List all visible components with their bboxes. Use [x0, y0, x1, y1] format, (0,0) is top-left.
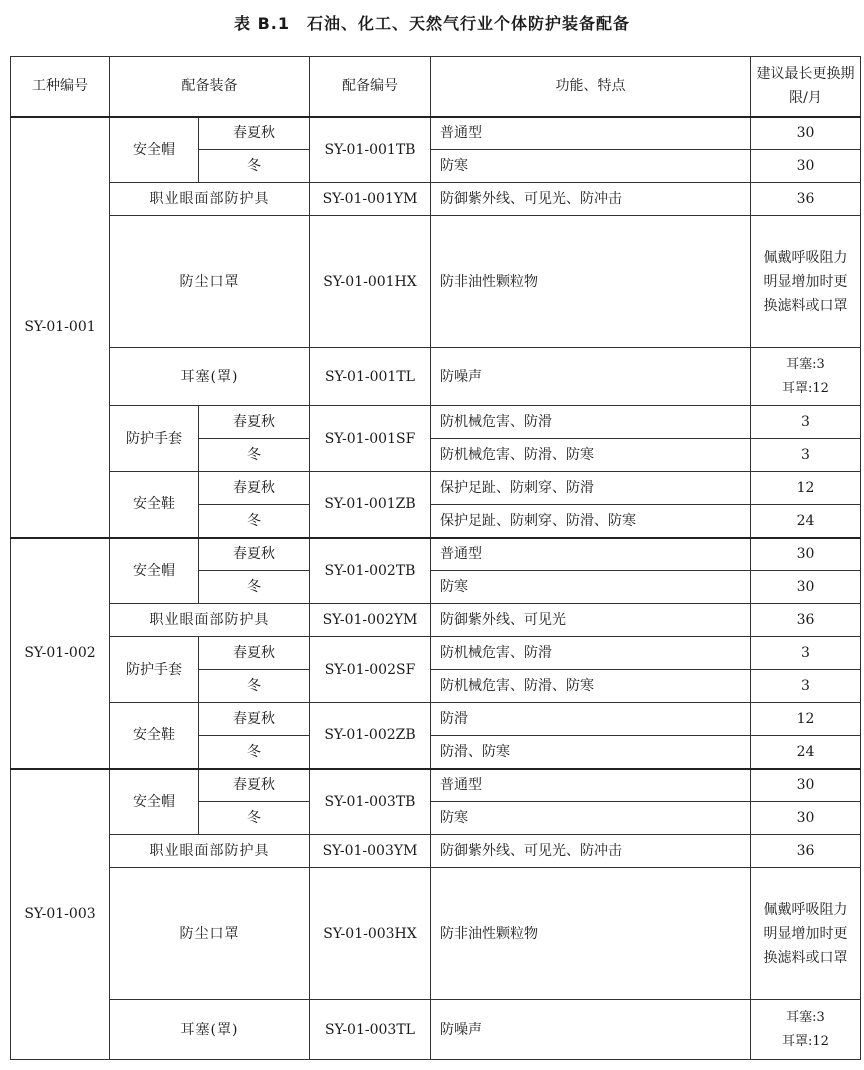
period-cell: 30	[751, 571, 861, 604]
period-line: 佩戴呼吸阻力	[763, 249, 848, 266]
period-line: 耳塞:3	[786, 1009, 825, 1025]
table-row	[11, 703, 861, 736]
equip-name: 安全帽	[110, 117, 199, 183]
period-cell: 3	[751, 439, 861, 472]
period-line: 换滤料或口罩	[763, 297, 848, 314]
work-code: SY-01-003	[11, 769, 110, 1060]
table-row	[11, 117, 861, 150]
equip-name: 防尘口罩	[110, 868, 310, 1000]
equip-name: 职业眼面部防护具	[110, 835, 310, 868]
table-row	[11, 835, 861, 868]
season: 春夏秋	[199, 538, 310, 571]
function-cell: 防机械危害、防滑、防寒	[431, 670, 751, 703]
table-row	[11, 216, 861, 348]
function-cell: 防非油性颗粒物	[431, 216, 751, 348]
function-cell: 防御紫外线、可见光	[431, 604, 751, 637]
period-line: 耳罩:12	[782, 1033, 829, 1049]
function-cell: 防御紫外线、可见光、防冲击	[431, 183, 751, 216]
period-cell: 36	[751, 183, 861, 216]
season: 冬	[199, 670, 310, 703]
table-row	[11, 604, 861, 637]
season: 春夏秋	[199, 406, 310, 439]
header-row	[11, 57, 861, 117]
function-cell: 防御紫外线、可见光、防冲击	[431, 835, 751, 868]
period-cell: 30	[751, 117, 861, 150]
season: 春夏秋	[199, 703, 310, 736]
function-cell: 防噪声	[431, 348, 751, 406]
table-row	[11, 538, 861, 571]
work-code: SY-01-001	[11, 117, 110, 538]
function-cell: 防噪声	[431, 1000, 751, 1060]
equip-name: 防护手套	[110, 406, 199, 472]
equip-name: 安全帽	[110, 538, 199, 604]
equip-no: SY-01-001SF	[310, 406, 431, 472]
season: 冬	[199, 439, 310, 472]
season: 冬	[199, 571, 310, 604]
equip-no: SY-01-002SF	[310, 637, 431, 703]
equip-no: SY-01-002YM	[310, 604, 431, 637]
equip-no: SY-01-003TB	[310, 769, 431, 835]
header-equipment: 配备装备	[110, 57, 310, 117]
period-cell: 30	[751, 769, 861, 802]
period-cell: 30	[751, 150, 861, 183]
table-row	[11, 348, 861, 406]
period-line: 明显增加时更	[763, 273, 848, 290]
work-code: SY-01-002	[11, 538, 110, 769]
table-title: 表 B.1 石油、化工、天然气行业个体防护装备配备	[234, 14, 630, 33]
period-cell	[751, 1000, 861, 1060]
equip-no: SY-01-002TB	[310, 538, 431, 604]
period-line: 耳罩:12	[782, 380, 829, 396]
function-cell: 防滑、防寒	[431, 736, 751, 769]
period-cell: 24	[751, 505, 861, 538]
period-cell	[751, 868, 861, 1000]
season: 春夏秋	[199, 117, 310, 150]
equip-name: 耳塞(罩)	[110, 348, 310, 406]
header-work-no: 工种编号	[11, 57, 110, 117]
header-period: 建议最长更换期限/月	[751, 57, 861, 117]
equip-name: 防尘口罩	[110, 216, 310, 348]
season: 春夏秋	[199, 472, 310, 505]
period-line: 换滤料或口罩	[763, 949, 848, 966]
period-cell: 36	[751, 835, 861, 868]
function-cell: 防机械危害、防滑	[431, 406, 751, 439]
period-cell: 30	[751, 802, 861, 835]
table-row	[11, 1000, 861, 1060]
equip-name: 职业眼面部防护具	[110, 183, 310, 216]
equip-no: SY-01-003HX	[310, 868, 431, 1000]
equip-name: 耳塞(罩)	[110, 1000, 310, 1060]
function-cell: 防机械危害、防滑、防寒	[431, 439, 751, 472]
table-row	[11, 406, 861, 439]
table-row	[11, 637, 861, 670]
table-row	[11, 472, 861, 505]
function-cell: 普通型	[431, 538, 751, 571]
period-cell: 36	[751, 604, 861, 637]
equip-no: SY-01-001TB	[310, 117, 431, 183]
equip-name: 防护手套	[110, 637, 199, 703]
equip-name: 安全帽	[110, 769, 199, 835]
season: 春夏秋	[199, 769, 310, 802]
function-cell: 保护足趾、防刺穿、防滑	[431, 472, 751, 505]
period-cell: 3	[751, 406, 861, 439]
equip-no: SY-01-003YM	[310, 835, 431, 868]
season: 冬	[199, 505, 310, 538]
table-row	[11, 769, 861, 802]
function-cell: 普通型	[431, 769, 751, 802]
period-cell: 30	[751, 538, 861, 571]
period-cell	[751, 348, 861, 406]
equip-no: SY-01-002ZB	[310, 703, 431, 769]
period-cell: 12	[751, 472, 861, 505]
equipment-table	[10, 56, 861, 1060]
function-cell: 普通型	[431, 117, 751, 150]
season: 冬	[199, 150, 310, 183]
equip-no: SY-01-001HX	[310, 216, 431, 348]
equip-no: SY-01-001YM	[310, 183, 431, 216]
table-row	[11, 868, 861, 1000]
function-cell: 防滑	[431, 703, 751, 736]
period-cell	[751, 216, 861, 348]
equip-name: 安全鞋	[110, 703, 199, 769]
header-function: 功能、特点	[431, 57, 751, 117]
table-row	[11, 183, 861, 216]
equip-no: SY-01-001TL	[310, 348, 431, 406]
equip-name: 职业眼面部防护具	[110, 604, 310, 637]
period-cell: 24	[751, 736, 861, 769]
function-cell: 防非油性颗粒物	[431, 868, 751, 1000]
season: 冬	[199, 736, 310, 769]
period-line: 佩戴呼吸阻力	[763, 901, 848, 918]
function-cell: 防寒	[431, 150, 751, 183]
function-cell: 防机械危害、防滑	[431, 637, 751, 670]
header-equip-no: 配备编号	[310, 57, 431, 117]
equip-no: SY-01-003TL	[310, 1000, 431, 1060]
equip-no: SY-01-001ZB	[310, 472, 431, 538]
period-line: 明显增加时更	[763, 925, 848, 942]
period-cell: 12	[751, 703, 861, 736]
period-cell: 3	[751, 637, 861, 670]
period-cell: 3	[751, 670, 861, 703]
function-cell: 保护足趾、防刺穿、防滑、防寒	[431, 505, 751, 538]
function-cell: 防寒	[431, 571, 751, 604]
equip-name: 安全鞋	[110, 472, 199, 538]
period-line: 耳塞:3	[786, 356, 825, 372]
function-cell: 防寒	[431, 802, 751, 835]
season: 春夏秋	[199, 637, 310, 670]
season: 冬	[199, 802, 310, 835]
